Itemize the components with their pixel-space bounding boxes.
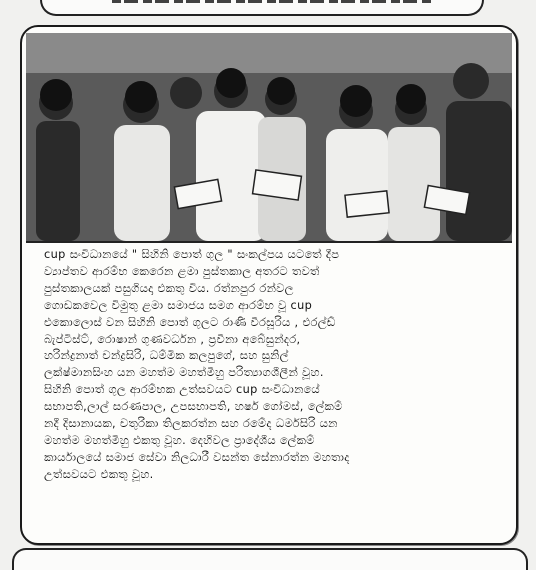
article-line: cup සංවිධානයේ " සිහිනි පොත් ගුල " සංකල්පය යටතේ දීප [44, 248, 340, 261]
article-line: කාර්යාලයේ සමාජ සේවා නිලධාරී වසන්ත සේනාරත්න මහතාද [44, 450, 350, 464]
article-paragraph-1 [44, 247, 504, 382]
article-line: හරින්ද්‍රනාත් චන්ද්‍රසිරි, ධම්මික කලපුගේ, සහ සුනිල් [44, 349, 289, 363]
newspaper-clipping [20, 25, 518, 545]
article-line: මහත්ම මහත්මීහු එකතු වූහ. දෙහිවල ප්‍රාදේශීය ලේකම් [44, 433, 315, 447]
article-line: පුස්තකාලයක් පසුගියදා එකතු විය. රත්නපුර රන්වල [44, 281, 294, 295]
article-line: ව්‍යාප්තව ආරම්භ කෙරෙන ළමා පුස්තකාල අතරට තවත් [44, 264, 320, 278]
next-clipping-edge [12, 548, 528, 570]
article-line: එකොලොස් වන සිහිනි පොත් ගුලට රාණි වීරසූරිය , එරල්ඩ් [44, 315, 336, 329]
article-paragraph-2 [44, 382, 504, 483]
article-line: සභාපති,ලාල් සරණපාල, උපසභාපති, හර්ෂ ගෝමස්, ලේකම් [44, 400, 343, 414]
article-line: සිහිනි පොත් ගුල ආරම්භක උත්සවයට cup සංවිධානයේ [44, 383, 320, 397]
article-line: බැප්ටිස්ට්, රොෂාන් ගුණවර්ධන , ප්‍රවීනා අබේසුන්දර, [44, 332, 301, 346]
article-line: උත්සවයට එකතු වූහ. [44, 467, 154, 481]
article-body [44, 247, 504, 537]
previous-clipping-edge [40, 0, 484, 16]
article-line: ලක්ෂ්මානසිංහ යන මහත්ම මහත්මීහු පරිත්‍යාගශීලීන් වූහ. [44, 366, 324, 380]
article-line: නදී දිසානායක, චතුරිකා තිලකරත්න සහ රමේද ධර්මසිරි යන [44, 417, 338, 431]
article-line: ගොඩකවෙල විමුතු ළමා සමාජය සමග ආරම්භ වූ cup [44, 298, 313, 312]
group-photo-icon [26, 33, 512, 243]
